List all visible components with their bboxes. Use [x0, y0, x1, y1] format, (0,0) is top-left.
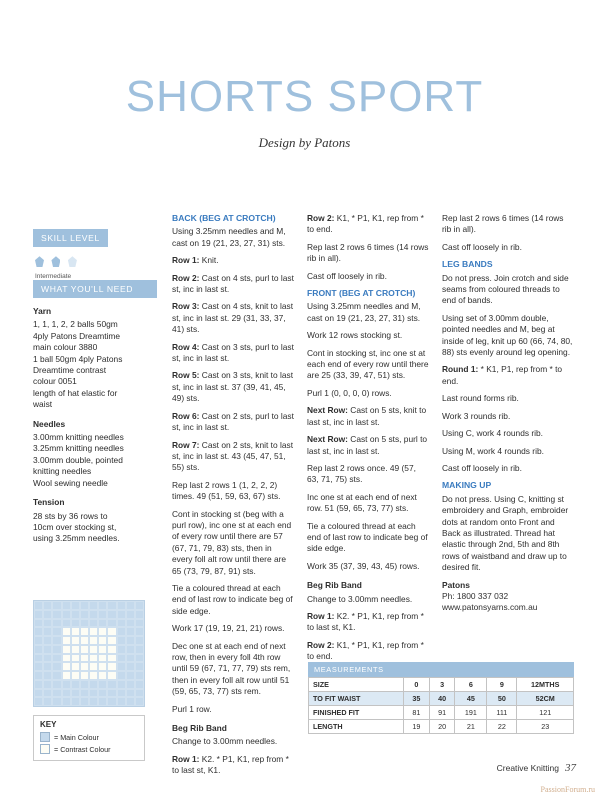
- graph-cell: [126, 627, 135, 636]
- graph-cell: [126, 619, 135, 628]
- graph-cell: [98, 671, 107, 680]
- back-intro: Using 3.25mm needles and M, cast on 19 (21, 23, 27, 31) sts.: [172, 226, 286, 248]
- front-para-4: Purl 1 (0, 0, 0, 0) rows.: [307, 387, 392, 398]
- front-top-row-2: Row 2: K1, * P1, K1, rep from * to end.: [307, 213, 424, 235]
- column-front-instructions: [307, 213, 429, 669]
- graph-cell: [62, 610, 71, 619]
- graph-cell: [52, 654, 61, 663]
- skill-level-band: SKILL LEVEL: [33, 229, 108, 247]
- knitting-graph: [33, 600, 145, 707]
- graph-cell: [71, 680, 80, 689]
- graph-cell: [43, 636, 52, 645]
- graph-cell: [71, 601, 80, 610]
- graph-cell: [34, 636, 43, 645]
- graph-cell: [43, 689, 52, 698]
- key-main-label: = Main Colour: [54, 732, 99, 742]
- graph-cell: [98, 662, 107, 671]
- cell-length-3: 20: [429, 720, 455, 734]
- designer-credit: Design by Patons: [258, 135, 351, 150]
- graph-cell: [107, 645, 116, 654]
- graph-cell: [98, 636, 107, 645]
- graph-cell: [62, 636, 71, 645]
- graph-cell: [89, 636, 98, 645]
- graph-cell: [135, 627, 144, 636]
- graph-cell: [62, 627, 71, 636]
- graph-cell: [135, 636, 144, 645]
- front-rib-heading: Beg Rib Band: [307, 580, 362, 591]
- legbands-round-1: Round 1: * K1, P1, rep from * to end.: [442, 364, 563, 386]
- yarn-line-6: colour 0051: [33, 376, 77, 387]
- graph-cell: [107, 697, 116, 706]
- cell-fit-3: 91: [429, 706, 455, 720]
- legbands-para-7: Cast off loosely in rib.: [442, 462, 522, 473]
- tension-line-1: 28 sts by 36 rows to: [33, 510, 108, 521]
- graph-cell: [80, 680, 89, 689]
- back-row-4: Row 4: Cast on 3 sts, purl to last st, inc in last st.: [172, 341, 294, 364]
- graph-cell: [117, 645, 126, 654]
- cell-waist-6: 45: [455, 692, 487, 706]
- graph-cell: [126, 654, 135, 663]
- makingup-heading: MAKING UP: [442, 480, 492, 491]
- graph-cell: [126, 610, 135, 619]
- back-rib-heading: Beg Rib Band: [172, 723, 227, 734]
- column-legbands-makingup: [442, 213, 574, 614]
- graph-cell: [80, 671, 89, 680]
- col-header-3: 3: [429, 678, 455, 692]
- graph-cell: [80, 654, 89, 663]
- yarn-line-4: 1 ball 50gm 4ply Patons: [33, 353, 123, 364]
- graph-cell: [135, 610, 144, 619]
- graph-cell: [71, 636, 80, 645]
- needles-line-3: 3.00mm double, pointed: [33, 454, 123, 465]
- page-title: SHORTS SPORT: [125, 72, 484, 121]
- back-para-6: Purl 1 row.: [172, 703, 212, 714]
- graph-cell: [43, 627, 52, 636]
- legbands-heading: LEG BANDS: [442, 259, 493, 270]
- yarn-line-1: 1, 1, 1, 2, 2 balls 50gm: [33, 319, 118, 330]
- col-header-12: 12MTHS: [517, 678, 574, 692]
- graph-cell: [117, 619, 126, 628]
- graph-cell: [62, 689, 71, 698]
- skill-dot-filled-1: [35, 256, 44, 267]
- graph-cell: [117, 601, 126, 610]
- key-title: KEY: [40, 720, 57, 729]
- graph-cell: [43, 671, 52, 680]
- graph-cell: [52, 662, 61, 671]
- back-row-2: Row 2: Cast on 4 sts, purl to last st, inc in last st.: [172, 272, 294, 295]
- row-label-length: LENGTH: [309, 720, 404, 734]
- brand-phone: Ph: 1800 337 032: [442, 590, 509, 601]
- table-row: [309, 706, 574, 720]
- graph-cell: [126, 689, 135, 698]
- back-para-5: Dec one st at each end of next row, then in every foll 4th row until 59 (67, 71, 77, 79) sts rem, then in every foll alt row until 51 (59, 65, 73, 77) sts rem.: [172, 640, 291, 697]
- graph-cell: [117, 636, 126, 645]
- graph-cell: [107, 671, 116, 680]
- graph-cell: [107, 627, 116, 636]
- cell-waist-9: 50: [487, 692, 517, 706]
- graph-cell: [52, 697, 61, 706]
- brand-name: Patons: [442, 579, 470, 590]
- graph-cell: [80, 662, 89, 671]
- front-para-2: Work 12 rows stocking st.: [307, 330, 403, 341]
- tension-line-3: using 3.25mm needles.: [33, 533, 120, 544]
- skill-level-label: Intermediate: [35, 273, 72, 280]
- graph-cell: [89, 697, 98, 706]
- skill-dot-empty-3: [68, 256, 77, 267]
- graph-cell: [117, 697, 126, 706]
- cell-length-12: 23: [517, 720, 574, 734]
- graph-cell: [135, 697, 144, 706]
- key-row-contrast: [34, 743, 144, 755]
- table-row: [309, 692, 574, 706]
- leg-top-para-2: Cast off loosely in rib.: [442, 241, 522, 252]
- legbands-para-3: Last round forms rib.: [442, 393, 519, 404]
- graph-cell: [89, 689, 98, 698]
- cell-length-0: 19: [404, 720, 430, 734]
- graph-cell: [80, 636, 89, 645]
- graph-cell: [80, 627, 89, 636]
- graph-cell: [62, 680, 71, 689]
- graph-cell: [135, 619, 144, 628]
- graph-block: [33, 600, 157, 761]
- graph-cell: [80, 697, 89, 706]
- front-heading: FRONT (BEG AT CROTCH): [307, 288, 416, 299]
- graph-cell: [34, 680, 43, 689]
- graph-cell: [34, 610, 43, 619]
- tension-line-2: 10cm over stocking st,: [33, 521, 117, 532]
- column-back-instructions: [172, 213, 294, 783]
- row-label-to-fit-waist: TO FIT WAIST: [309, 692, 404, 706]
- cell-waist-0: 35: [404, 692, 430, 706]
- back-row-1: Row 1: Knit.: [172, 255, 219, 266]
- graph-cell: [89, 680, 98, 689]
- front-rib-para: Change to 3.00mm needles.: [307, 593, 413, 604]
- graph-cell: [107, 619, 116, 628]
- graph-cell: [98, 680, 107, 689]
- graph-cell: [107, 662, 116, 671]
- table-row: [309, 720, 574, 734]
- graph-cell: [52, 619, 61, 628]
- graph-cell: [89, 662, 98, 671]
- graph-cell: [89, 671, 98, 680]
- row-label-finished-fit: FINISHED FIT: [309, 706, 404, 720]
- yarn-heading: Yarn: [33, 306, 52, 316]
- graph-cell: [71, 671, 80, 680]
- yarn-line-3: main colour 3880: [33, 342, 98, 353]
- graph-cell: [98, 610, 107, 619]
- graph-cell: [89, 619, 98, 628]
- front-rib-row-1: Row 1: K2. * P1, K1, rep from * to last st, K1.: [307, 610, 424, 633]
- graph-cell: [71, 697, 80, 706]
- graph-cell: [52, 645, 61, 654]
- graph-cell: [117, 654, 126, 663]
- graph-cell: [43, 619, 52, 628]
- graph-cell: [135, 645, 144, 654]
- graph-cell: [52, 627, 61, 636]
- graph-cell: [71, 662, 80, 671]
- yarn-line-5: Dreamtime contrast: [33, 365, 107, 376]
- graph-cell: [98, 627, 107, 636]
- footer: [497, 762, 576, 774]
- graph-cell: [117, 671, 126, 680]
- back-rib-row-1: Row 1: K2. * P1, K1, rep from * to last st, K1.: [172, 753, 289, 776]
- graph-cell: [34, 689, 43, 698]
- graph-cell: [71, 610, 80, 619]
- magazine-name: Creative Knitting: [496, 763, 559, 773]
- graph-cell: [52, 601, 61, 610]
- graph-cell: [43, 697, 52, 706]
- graph-cell: [34, 671, 43, 680]
- cell-waist-12: 52CM: [517, 692, 574, 706]
- graph-cell: [80, 689, 89, 698]
- graph-cell: [126, 645, 135, 654]
- graph-cell: [34, 627, 43, 636]
- graph-cell: [117, 689, 126, 698]
- legbands-para-5: Using C, work 4 rounds rib.: [442, 428, 544, 439]
- leg-top-para-1: Rep last 2 rows 6 times (14 rows rib in all).: [442, 213, 564, 235]
- front-next-row-1: Next Row: Cast on 5 sts, knit to last st, inc in last st.: [307, 405, 427, 427]
- needles-line-5: Wool sewing needle: [33, 477, 108, 488]
- skill-level-block: [33, 228, 157, 280]
- front-rib-row-2: Row 2: K1, * P1, K1, rep from * to end.: [307, 639, 424, 662]
- cell-fit-0: 81: [404, 706, 430, 720]
- legbands-para-6: Using M, work 4 rounds rib.: [442, 445, 544, 456]
- graph-cell: [126, 697, 135, 706]
- graph-cell: [62, 697, 71, 706]
- legbands-para-2: Using set of 3.00mm double, pointed needles and M, beg at inside of leg, knit up 60 (66, 74, 80, 88) sts evenly around leg opening.: [442, 312, 573, 358]
- graph-cell: [43, 610, 52, 619]
- graph-cell: [107, 610, 116, 619]
- front-para-6: Inc one st at each end of next row. 51 (59, 65, 73, 77) sts.: [307, 491, 417, 514]
- graph-cell: [126, 671, 135, 680]
- graph-cell: [89, 654, 98, 663]
- graph-cell: [52, 689, 61, 698]
- measurements-block: [308, 662, 574, 734]
- graph-cell: [80, 601, 89, 610]
- swatch-contrast-icon: [40, 744, 50, 754]
- graph-cell: [34, 619, 43, 628]
- graph-cell: [98, 645, 107, 654]
- back-para-2: Cont in stocking st (beg with a purl row), inc one st at each end of every row until there are 57 (67, 71, 79, 83) sts, then in every foll alt row until there are 65 (73, 79, 87, 91) sts.: [172, 508, 292, 576]
- graph-cell: [107, 689, 116, 698]
- graph-cell: [117, 627, 126, 636]
- graph-cell: [135, 601, 144, 610]
- graph-cell: [98, 601, 107, 610]
- graph-cell: [71, 654, 80, 663]
- graph-cell: [34, 601, 43, 610]
- graph-cell: [135, 689, 144, 698]
- measurements-table: [308, 677, 574, 734]
- col-header-0: 0: [404, 678, 430, 692]
- graph-cell: [34, 654, 43, 663]
- graph-cell: [107, 680, 116, 689]
- key-row-main: [34, 731, 144, 743]
- front-top-para-2: Cast off loosely in rib.: [307, 270, 387, 281]
- back-heading: BACK (BEG AT CROTCH): [172, 213, 276, 223]
- page-number: 37: [565, 762, 576, 774]
- graph-cell: [126, 601, 135, 610]
- front-para-1: Using 3.25mm needles and M, cast on 19 (21, 23, 27, 31) sts.: [307, 301, 421, 323]
- graph-cell: [126, 636, 135, 645]
- cell-fit-6: 191: [455, 706, 487, 720]
- yarn-line-8: waist: [33, 399, 53, 410]
- graph-cell: [126, 662, 135, 671]
- cell-length-6: 21: [455, 720, 487, 734]
- back-row-5: Row 5: Cast on 3 sts, knit to last st, inc in last st. 37 (39, 41, 45, 49) sts.: [172, 370, 294, 404]
- graph-cell: [62, 619, 71, 628]
- graph-cell: [71, 645, 80, 654]
- back-row-3: Row 3: Cast on 4 sts, knit to last st, inc in last st. 29 (31, 33, 37, 41) sts.: [172, 301, 294, 335]
- col-header-9: 9: [487, 678, 517, 692]
- front-next-row-2: Next Row: Cast on 5 sts, purl to last st, inc in last st.: [307, 434, 428, 456]
- graph-cell: [52, 610, 61, 619]
- needles-line-1: 3.00mm knitting needles: [33, 432, 124, 443]
- cell-waist-3: 40: [429, 692, 455, 706]
- graph-cell: [62, 671, 71, 680]
- col-header-size: SIZE: [309, 678, 404, 692]
- graph-cell: [62, 645, 71, 654]
- graph-cell: [135, 662, 144, 671]
- cell-fit-12: 121: [517, 706, 574, 720]
- graph-cell: [107, 636, 116, 645]
- graph-cell: [43, 601, 52, 610]
- graph-key: [33, 715, 145, 761]
- needles-heading: Needles: [33, 418, 66, 429]
- graph-cell: [117, 610, 126, 619]
- graph-cell: [89, 601, 98, 610]
- back-row-7: Row 7: Cast on 2 sts, knit to last st, inc in last st. 43 (45, 47, 51, 55) sts.: [172, 439, 294, 473]
- watermark: PassionForum.ru: [540, 785, 595, 794]
- graph-cell: [89, 627, 98, 636]
- graph-cell: [43, 654, 52, 663]
- graph-cell: [89, 645, 98, 654]
- legbands-para-4: Work 3 rounds rib.: [442, 410, 511, 421]
- graph-cell: [62, 654, 71, 663]
- back-row-6: Row 6: Cast on 2 sts, purl to last st, inc in last st.: [172, 410, 294, 433]
- graph-cell: [98, 654, 107, 663]
- graph-cell: [62, 601, 71, 610]
- graph-cell: [71, 689, 80, 698]
- graph-cell: [34, 697, 43, 706]
- graph-cell: [34, 645, 43, 654]
- yarn-line-2: 4ply Patons Dreamtime: [33, 330, 121, 341]
- front-para-3: Cont in stocking st, inc one st at each end of every row until there are 25 (33, 39, 47, 51) sts.: [307, 347, 429, 381]
- graph-cell: [52, 680, 61, 689]
- tension-heading: Tension: [33, 497, 65, 508]
- front-para-7: Tie a coloured thread at each end of last row to indicate beg of side edge.: [307, 520, 428, 554]
- makingup-para-1: Do not press. Using C, knitting st embroidery and Graph, embroider dots at random onto Front and Back as illustrated. Thread hat elastic through 2nd, 5th and 8th rows of waistband and draw up to desired fit.: [442, 493, 569, 573]
- front-para-8: Work 35 (37, 39, 43, 45) rows.: [307, 560, 420, 571]
- graph-cell: [43, 680, 52, 689]
- graph-cell: [117, 680, 126, 689]
- cell-length-9: 22: [487, 720, 517, 734]
- graph-cell: [98, 689, 107, 698]
- graph-cell: [135, 654, 144, 663]
- graph-cell: [135, 671, 144, 680]
- graph-cell: [135, 680, 144, 689]
- graph-cell: [126, 680, 135, 689]
- needles-line-4: knitting needles: [33, 466, 92, 477]
- front-top-para-1: Rep last 2 rows 6 times (14 rows rib in all).: [307, 241, 429, 264]
- graph-cell: [43, 645, 52, 654]
- graph-cell: [62, 662, 71, 671]
- materials-band: WHAT YOU'LL NEED: [33, 280, 157, 298]
- graph-cell: [89, 610, 98, 619]
- graph-cell: [117, 662, 126, 671]
- legbands-para-1: Do not press. Join crotch and side seams from coloured threads to end of bands.: [442, 272, 569, 306]
- graph-cell: [98, 697, 107, 706]
- needles-line-2: 3.25mm knitting needles: [33, 443, 124, 454]
- skill-level-icons: [35, 253, 157, 271]
- front-para-5: Rep last 2 rows once. 49 (57, 63, 71, 75) sts.: [307, 462, 416, 485]
- graph-cell: [52, 671, 61, 680]
- graph-cell: [43, 662, 52, 671]
- skill-dot-filled-2: [51, 256, 60, 267]
- back-para-3: Tie a coloured thread at each end of last row to indicate beg of side edge.: [172, 582, 293, 616]
- col-header-6: 6: [455, 678, 487, 692]
- back-rib-para: Change to 3.00mm needles.: [172, 736, 278, 747]
- cell-fit-9: 111: [487, 706, 517, 720]
- key-contrast-label: = Contrast Colour: [54, 744, 111, 754]
- graph-cell: [80, 619, 89, 628]
- graph-cell: [52, 636, 61, 645]
- back-para-1: Rep last 2 rows 1 (1, 2, 2, 2) times. 49 (51, 59, 63, 67) sts.: [172, 479, 281, 502]
- measurements-band: MEASUREMENTS: [308, 662, 574, 677]
- back-para-4: Work 17 (19, 19, 21, 21) rows.: [172, 623, 285, 634]
- graph-cell: [34, 662, 43, 671]
- yarn-line-7: length of hat elastic for: [33, 387, 118, 398]
- graph-cell: [80, 645, 89, 654]
- graph-cell: [98, 619, 107, 628]
- graph-cell: [107, 654, 116, 663]
- table-row-header: [309, 678, 574, 692]
- graph-cell: [71, 627, 80, 636]
- graph-cell: [107, 601, 116, 610]
- graph-cell: [80, 610, 89, 619]
- materials-block: [33, 280, 157, 545]
- swatch-main-icon: [40, 732, 50, 742]
- brand-website[interactable]: www.patonsyarns.com.au: [442, 602, 538, 613]
- graph-cell: [71, 619, 80, 628]
